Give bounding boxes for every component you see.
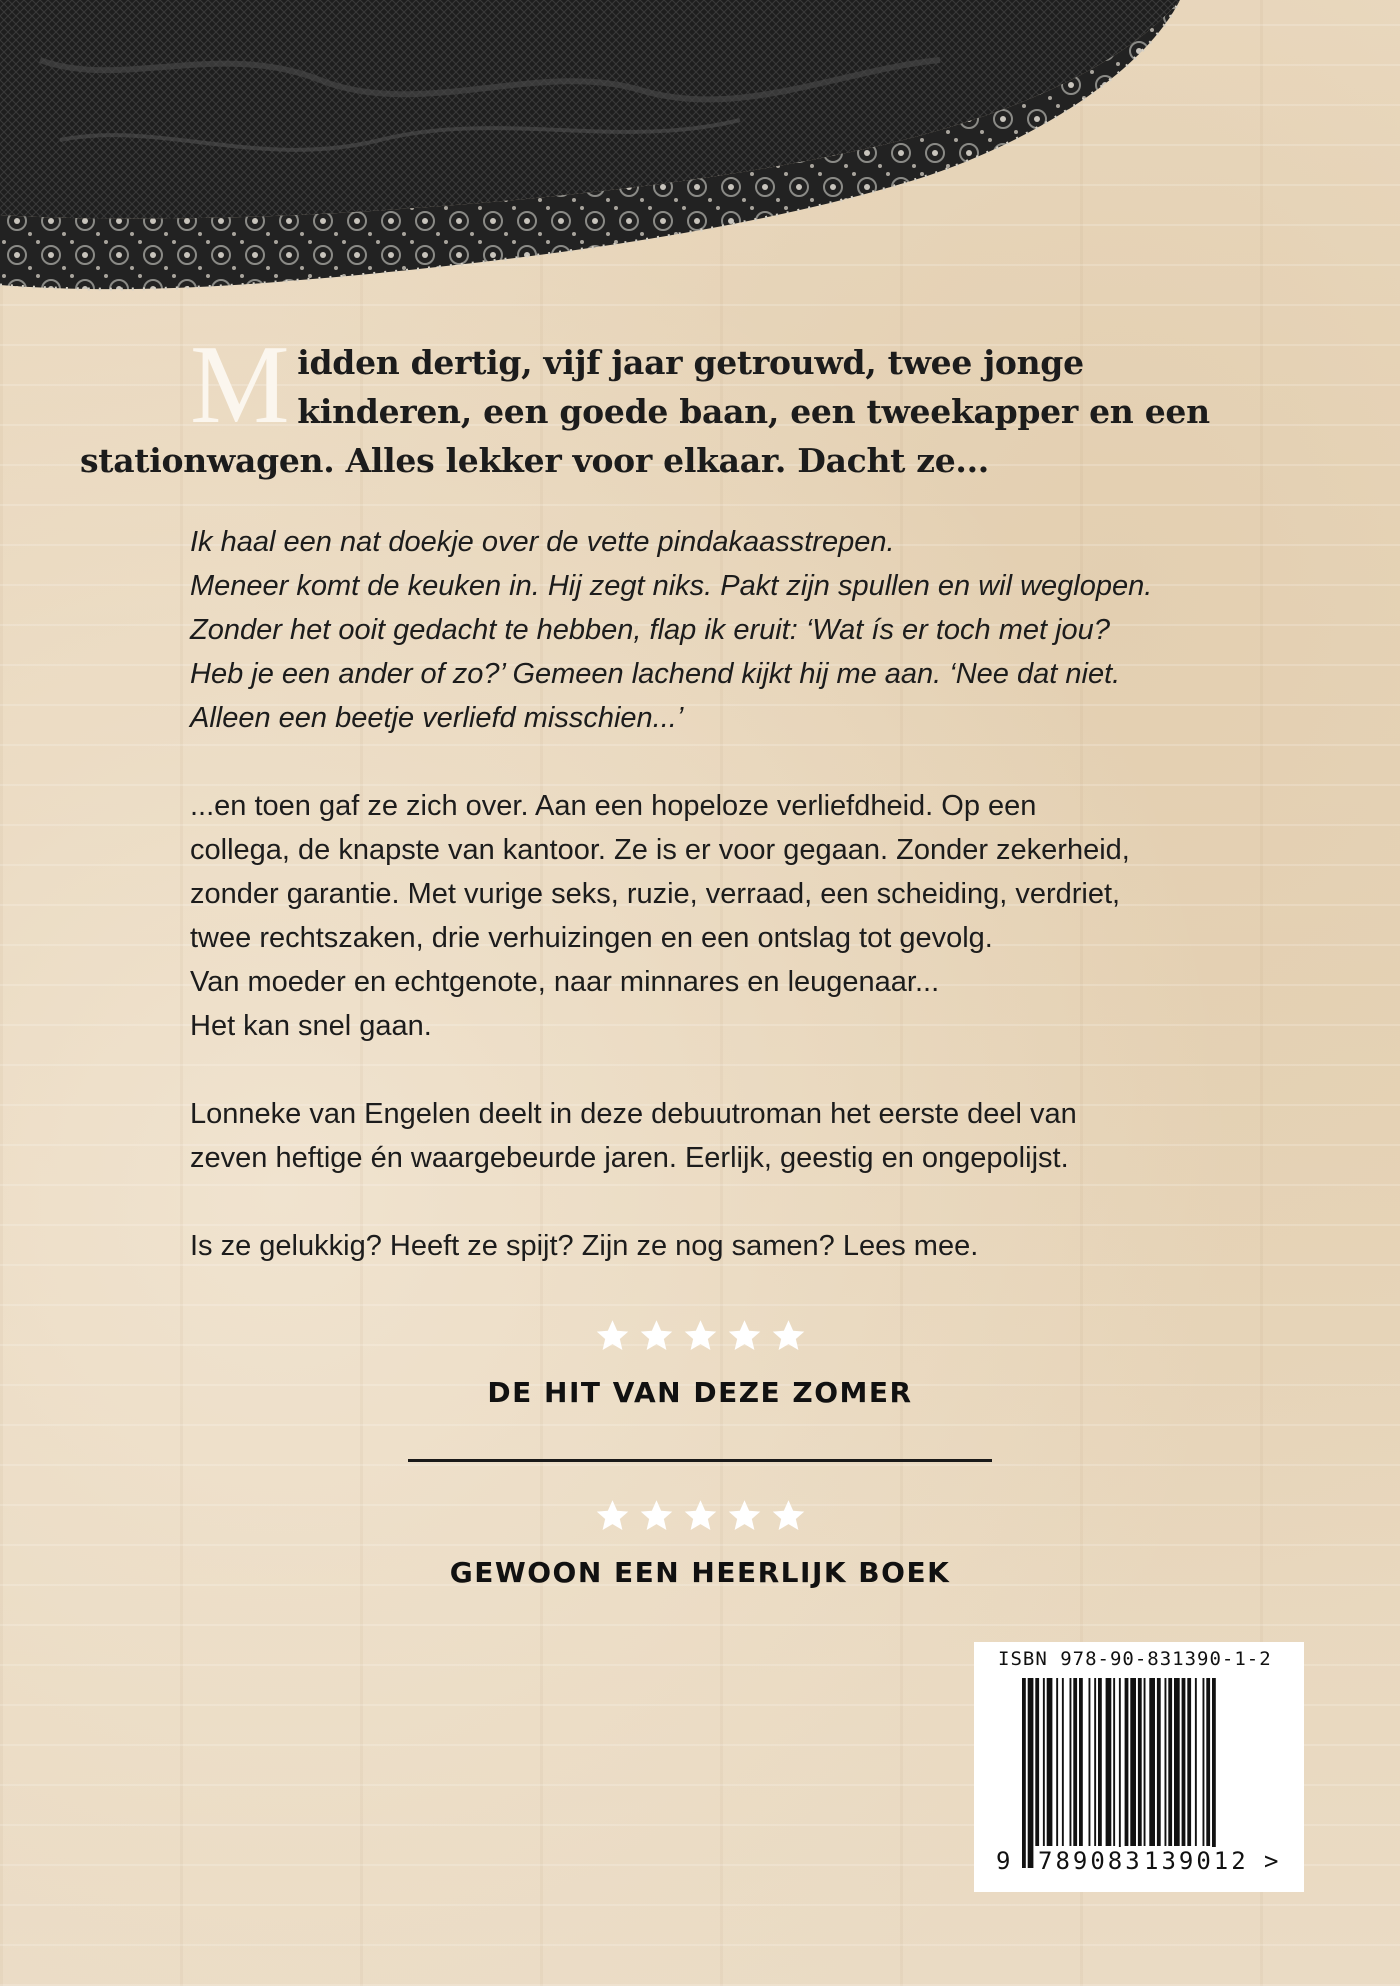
closing-paragraph [190, 1224, 1220, 1268]
lead-line: stationwagen. Alles lekker voor elkaar. Dacht ze... [80, 441, 989, 480]
star-icon [726, 1318, 763, 1354]
review-block [0, 1498, 1400, 1589]
barcode-bar [1130, 1678, 1136, 1846]
closing-line: Is ze gelukkig? Heeft ze spijt? Zijn ze nog samen? Lees mee. [190, 1230, 979, 1262]
star-icon [638, 1318, 675, 1354]
barcode-bar [1106, 1678, 1112, 1846]
barcode-bar [1089, 1678, 1091, 1846]
barcode-digits-left: 789083 [1038, 1847, 1143, 1875]
barcode-bar [1094, 1678, 1096, 1846]
barcode-bar [1144, 1678, 1146, 1846]
star-rating [0, 1318, 1400, 1354]
barcode-bar [1182, 1678, 1186, 1846]
summary-line: twee rechtszaken, drie verhuizingen en een ontslag tot gevolg. [190, 922, 993, 954]
barcode-bar [1195, 1678, 1197, 1846]
summary-line: ...en toen gaf ze zich over. Aan een hopeloze verliefdheid. Op een [190, 790, 1037, 822]
barcode-bar [1125, 1678, 1129, 1846]
excerpt-line: Meneer komt de keuken in. Hij zegt niks. Pakt zijn spullen en wil weglopen. [190, 570, 1153, 602]
barcode-bar [1174, 1678, 1180, 1846]
barcode-bar [1043, 1678, 1045, 1846]
review-block [0, 1318, 1400, 1409]
barcode-bar [1047, 1678, 1053, 1846]
star-icon [594, 1318, 631, 1354]
star-icon [638, 1498, 675, 1534]
barcode-bar [1119, 1678, 1121, 1868]
barcode-bar [1073, 1678, 1077, 1846]
excerpt-paragraph [190, 520, 1220, 740]
excerpt-line: Heb je een ander of zo?’ Gemeen lachend kijkt hij me aan. ‘Nee dat niet. [190, 658, 1121, 690]
summary-paragraph [190, 784, 1220, 1048]
barcode-bar [1028, 1678, 1034, 1868]
barcode-digits-right: 139012 [1144, 1847, 1249, 1875]
isbn-barcode [974, 1642, 1304, 1892]
barcode-bar [1149, 1678, 1155, 1846]
author-note-line: zeven heftige én waargebeurde jaren. Eerlijk, geestig en ongepolijst. [190, 1142, 1069, 1174]
summary-line: zonder garantie. Met vurige seks, ruzie, verraad, een scheiding, verdriet, [190, 878, 1121, 910]
barcode-bar [1187, 1678, 1191, 1846]
barcode-bar [1138, 1678, 1142, 1846]
star-icon [770, 1318, 807, 1354]
summary-line: Van moeder en echtgenote, naar minnares en leugenaar... [190, 966, 940, 998]
summary-line: collega, de knapste van kantoor. Ze is er voor gegaan. Zonder zekerheid, [190, 834, 1130, 866]
star-icon [726, 1498, 763, 1534]
blurb [80, 323, 1220, 1312]
excerpt-line: Alleen een beetje verliefd misschien...’ [190, 702, 684, 734]
barcode-bar [1206, 1678, 1210, 1846]
drop-cap: M [190, 323, 290, 447]
barcode-bar [1113, 1678, 1115, 1846]
star-icon [682, 1318, 719, 1354]
barcode-lead-digit: 9 [996, 1847, 1014, 1875]
barcode-bar [1022, 1678, 1026, 1868]
excerpt-line: Zonder het ooit gedacht te hebben, flap ik eruit: ‘Wat ís er toch met jou? [190, 614, 1110, 646]
excerpt-line: Ik haal een nat doekje over de vette pindakaasstrepen. [190, 526, 895, 558]
barcode-bar [1212, 1678, 1216, 1868]
barcode-bar [1165, 1678, 1167, 1846]
barcode-bar [1079, 1678, 1083, 1846]
isbn-label: ISBN 978-90-831390-1-2 [998, 1648, 1272, 1670]
star-icon [594, 1498, 631, 1534]
barcode-bar [1203, 1678, 1205, 1846]
star-icon [682, 1498, 719, 1534]
star-rating [0, 1498, 1400, 1534]
barcode-bars [1022, 1678, 1260, 1868]
barcode-arrow: > [1264, 1847, 1282, 1875]
black-lace-image [0, 0, 1180, 300]
barcode-bar [1035, 1678, 1039, 1846]
divider [408, 1459, 992, 1462]
star-icon [770, 1498, 807, 1534]
barcode-bar [1062, 1678, 1064, 1846]
review-tagline: GEWOON EEN HEERLIJK BOEK [449, 1556, 951, 1589]
lead-line: kinderen, een goede baan, een tweekapper en een [297, 392, 1210, 431]
author-note-paragraph [190, 1092, 1220, 1180]
barcode-bar [1157, 1678, 1161, 1846]
author-note-line: Lonneke van Engelen deelt in deze debuutroman het eerste deel van [190, 1098, 1077, 1130]
lead-line: idden dertig, vijf jaar getrouwd, twee jonge [297, 343, 1084, 382]
lead-paragraph [80, 323, 1220, 485]
barcode-bar [1098, 1678, 1102, 1846]
summary-line: Het kan snel gaan. [190, 1010, 432, 1042]
review-tagline: DE HIT VAN DEZE ZOMER [487, 1376, 913, 1409]
barcode-bar [1168, 1678, 1172, 1846]
barcode-bar [1056, 1678, 1058, 1846]
barcode-bar [1070, 1678, 1072, 1846]
